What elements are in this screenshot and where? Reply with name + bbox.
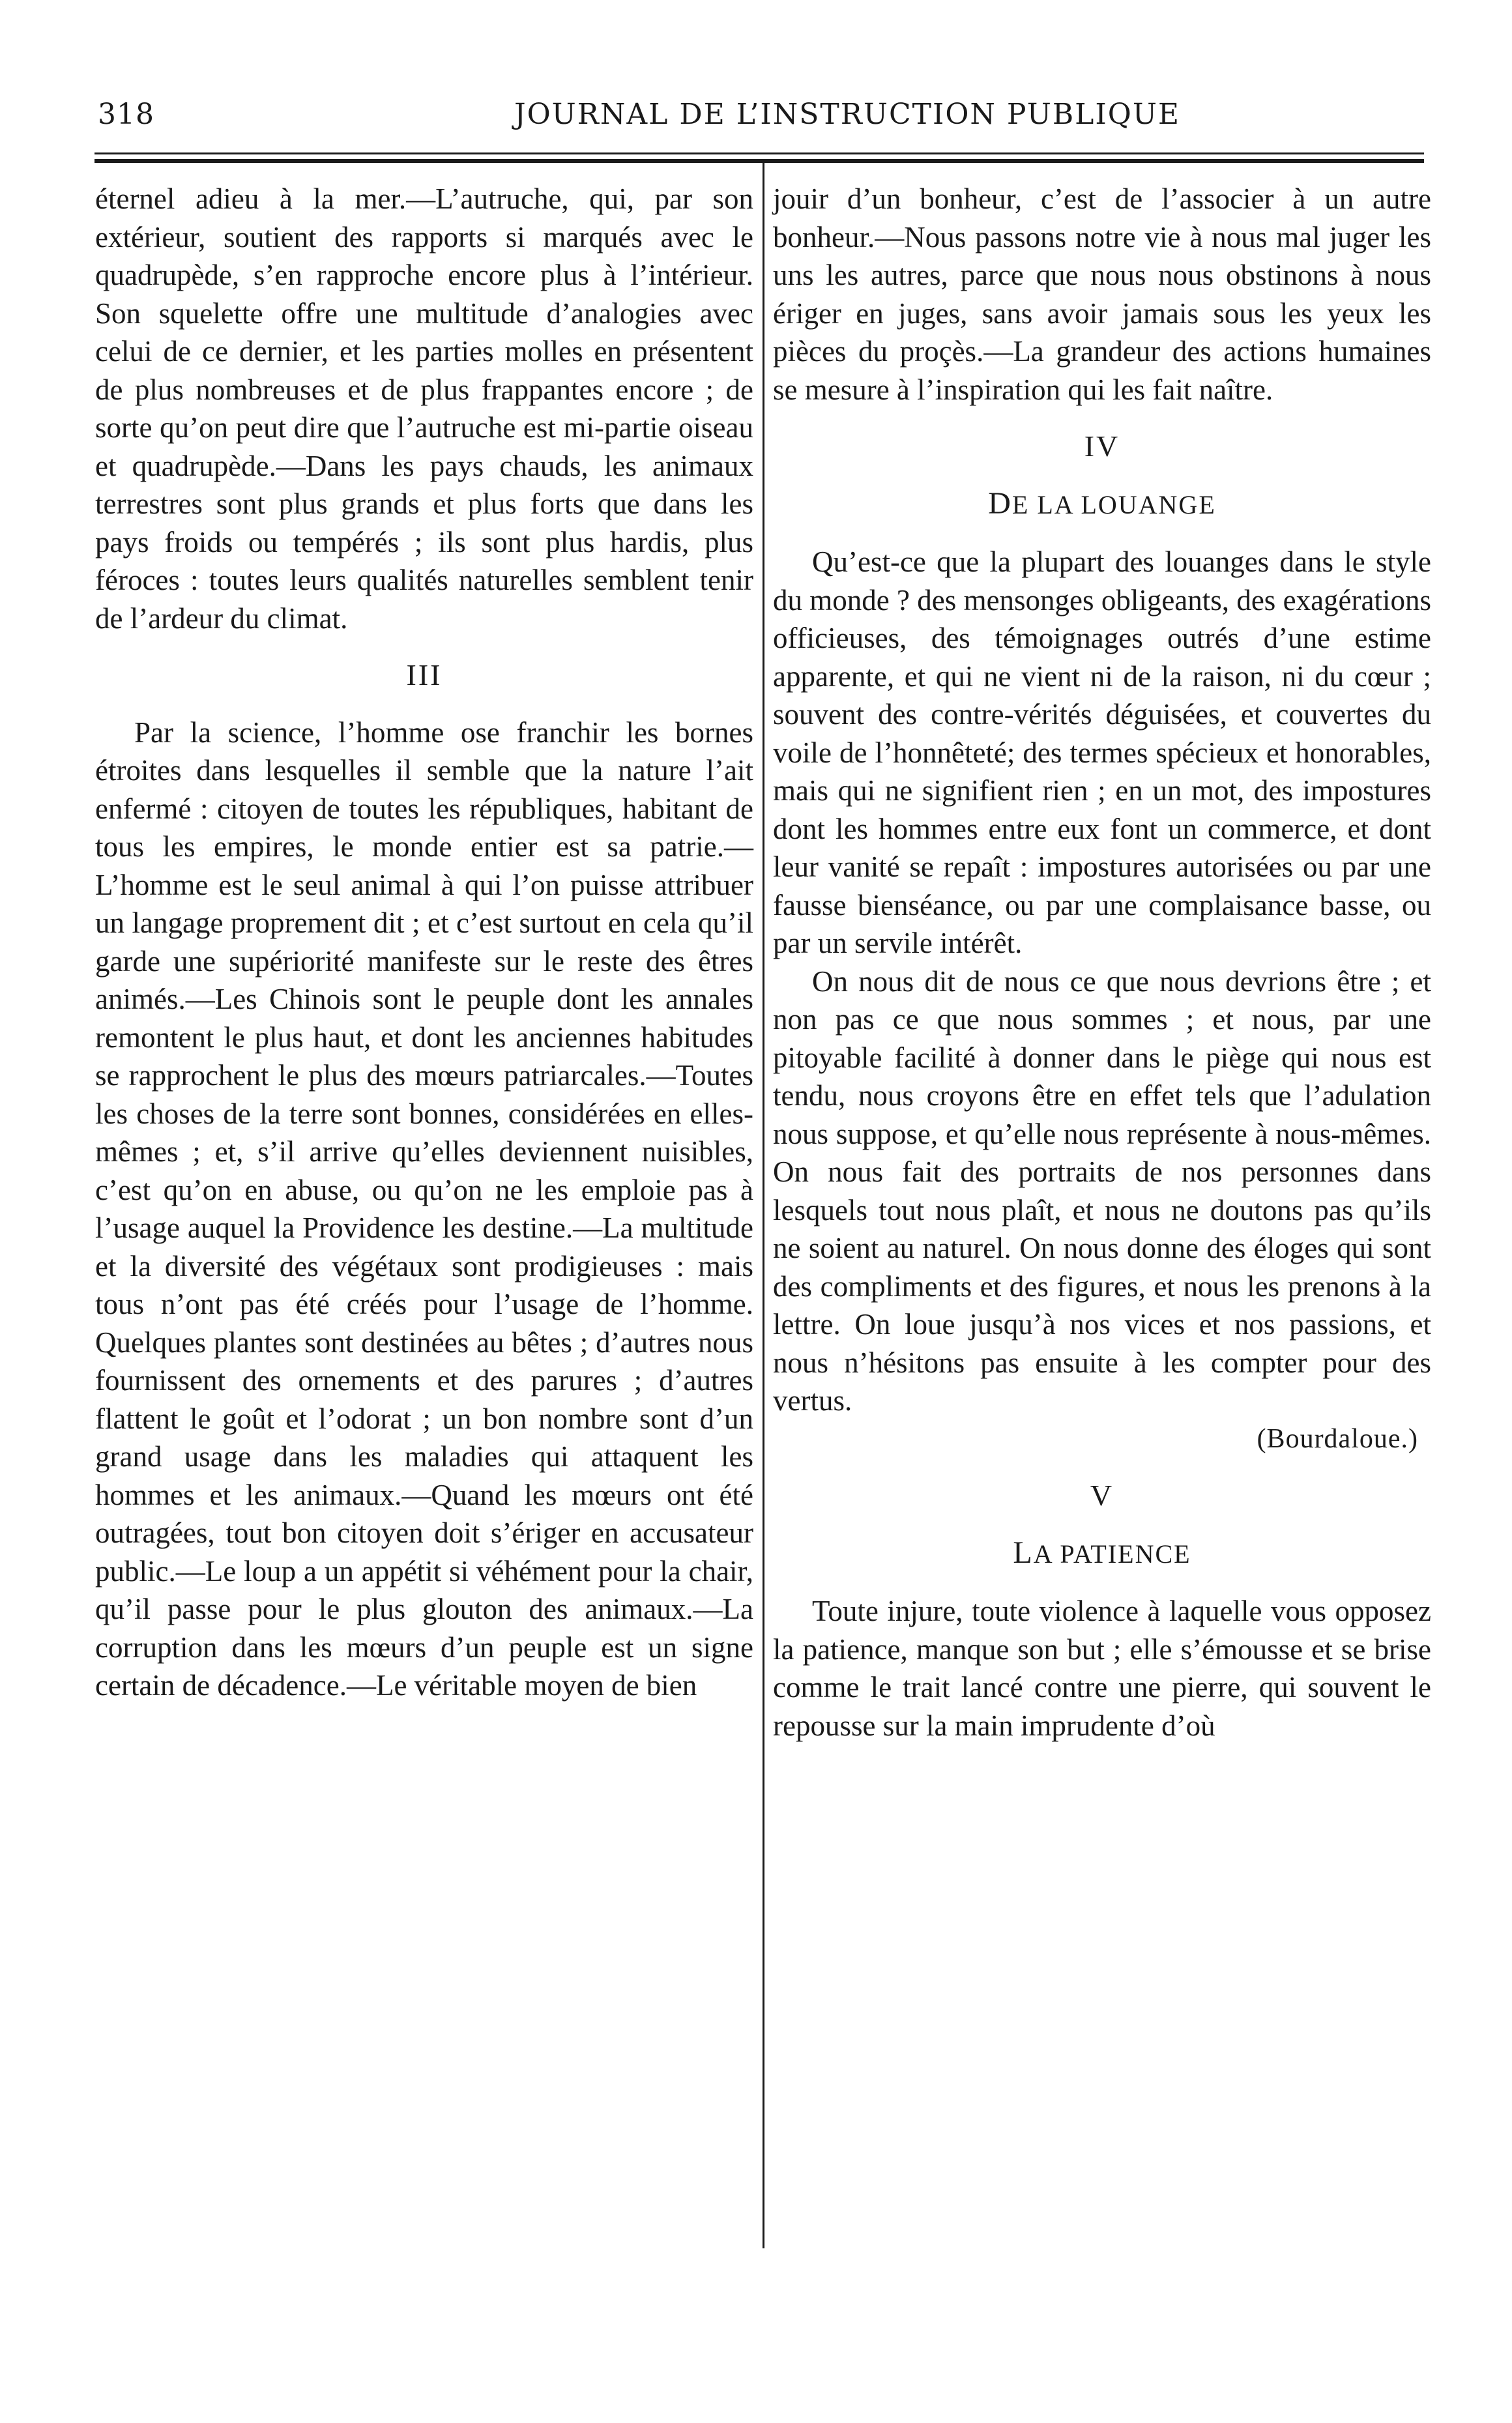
spacer — [773, 409, 1431, 428]
page-number: 318 — [98, 98, 154, 131]
spacer — [773, 524, 1431, 543]
header-rule-thick — [94, 159, 1424, 163]
section-title-initial: L — [1013, 1535, 1034, 1570]
column-divider — [763, 163, 764, 2248]
right-paragraph-continued: jouir d’un bonheur, c’est de l’associer à un autre bonheur.—Nous passons notre vie à nous mal juger les uns les autres, parce que nous nous obstinons à nous ériger en juges, sans avoir jamais sous les yeux les pièces du proçès.—La grandeur des actions humaines se mesure à l’inspiration qui les fait naître. — [773, 182, 1431, 406]
paragraph-patience: Toute injure, toute violence à laquelle vous opposez la patience, manque son but ; elle s’émousse et se brise comme le trait lancé contre une pierre, qui souvent le repousse sur la main imprudente d’où — [773, 1595, 1431, 1742]
running-header — [91, 98, 1427, 143]
paragraph-louange-2: On nous dit de nous ce que nous devrions être ; et non pas ce que nous sommes ; et nous, par une pitoyable facilité à donner dans le piège qui nous est tendu, nous croyons être en effet tels que l’adulation nous suppose, et qu’elle nous représente à nous-mêmes. On nous fait des portraits de nos personnes dans lesquels tout nous plaît, et nous ne doutons pas qu’ils ne soient au naturel. On nous donne des éloges qui sont des compliments et des figures, et nous les prenons à la lettre. On loue jusqu’à nos vices et nos passions, et nous n’hésitons pas ensuite à les compter pour des vertus. — [773, 965, 1431, 1417]
left-paragraph-continued: éternel adieu à la mer.—L’autruche, qui, par son extérieur, soutient des rapports si marqués avec le quadrupède, s’en rapproche encore plus à l’intérieur. Son squelette offre une multitude d’analogies avec celui de ce dernier, et les parties molles en présentent de plus nombreuses et de plus frappantes encore ; de sorte qu’on peut dire que l’autruche est mi-partie oiseau et quadrupède.—Dans les pays chauds, les animaux terrestres sont plus grands et plus forts que dans les pays froids ou tempérés ; ils sont plus hardis, plus féroces : toutes leurs qualités naturelles semblent tenir de l’ardeur du climat. — [95, 182, 753, 635]
section-title-rest: E LA LOUANGE — [1011, 489, 1216, 519]
header-rule-thin — [94, 152, 1424, 154]
running-title: JOURNAL DE L’INSTRUCTION PUBLIQUE — [514, 98, 1181, 131]
section-title-rest: A PATIENCE — [1033, 1539, 1191, 1569]
spacer — [95, 637, 753, 656]
section-numeral-v: V — [1090, 1479, 1114, 1512]
section-title-louange — [773, 485, 1431, 525]
section-title-initial: D — [988, 486, 1012, 521]
author-attribution: (Bourdaloue.) — [1257, 1423, 1418, 1454]
section-title-patience — [773, 1534, 1431, 1574]
spacer — [773, 466, 1431, 485]
section-numeral-iii: III — [406, 658, 443, 691]
spacer — [773, 1573, 1431, 1592]
paragraph-louange-1: Qu’est-ce que la plupart des louanges dans le style du monde ? des mensonges obligeants, des exagérations officieuses, des témoignages outrés d’une estime apparente, et qui ne vient ni de la raison, ni du cœur ; souvent des contre-vérités déguisées, et couvertes du voile de l’honnêteté; des termes spécieux et honorables, mais qui ne signifient rien ; en un mot, des impostures dont les hommes entre eux font un commerce, et dont leur vanité se repaît : impostures autorisées ou par une fausse bienséance, ou par une complaisance basse, ou par un servile intérêt. — [773, 545, 1431, 959]
spacer — [95, 695, 753, 714]
section-numeral-iv: IV — [1084, 429, 1120, 463]
right-column — [773, 180, 1431, 1745]
left-paragraph-section-iii: Par la science, l’homme ose franchir les bornes étroites dans lesquelles il semble que la nature l’ait enfermé : citoyen de toutes les républiques, habitant de tous les empires, le monde entier est sa patrie.—L’homme est le seul animal à qui l’on puisse attribuer un langage proprement dit ; et c’est surtout en cela qu’il garde une supériorité manifeste sur le reste des êtres animés.—Les Chinois sont le peuple dont les annales remontent le plus haut, et dont les anciennes habitudes se rapprochent le plus des mœurs patriarcales.—Toutes les choses de la terre sont bonnes, considérées en elles-mêmes ; et, s’il arrive qu’elles deviennent nuisibles, c’est qu’on en abuse, ou qu’on ne les emploie pas à l’usage auquel la Providence les destine.—La multitude et la diversité des végétaux sont prodigieuses : mais tous n’ont pas été créés pour l’usage de l’homme. Quelques plantes sont destinées au bêtes ; d’autres nous fournissent des ornements et des parures ; d’autres flattent le goût et l’odorat ; un bon nombre sont d’un grand usage dans les maladies qui attaquent les hommes et les animaux.—Quand les mœurs ont été outragées, tout bon citoyen doit s’ériger en accusateur public.—Le loup a un appétit si véhément pour la chair, qu’il passe pour le plus glouton des animaux.—La corruption dans les mœurs d’un peuple est un signe certain de décadence.—Le véritable moyen de bien — [95, 716, 753, 1702]
spacer — [773, 1458, 1431, 1477]
spacer — [773, 1515, 1431, 1534]
left-column — [95, 180, 753, 1705]
